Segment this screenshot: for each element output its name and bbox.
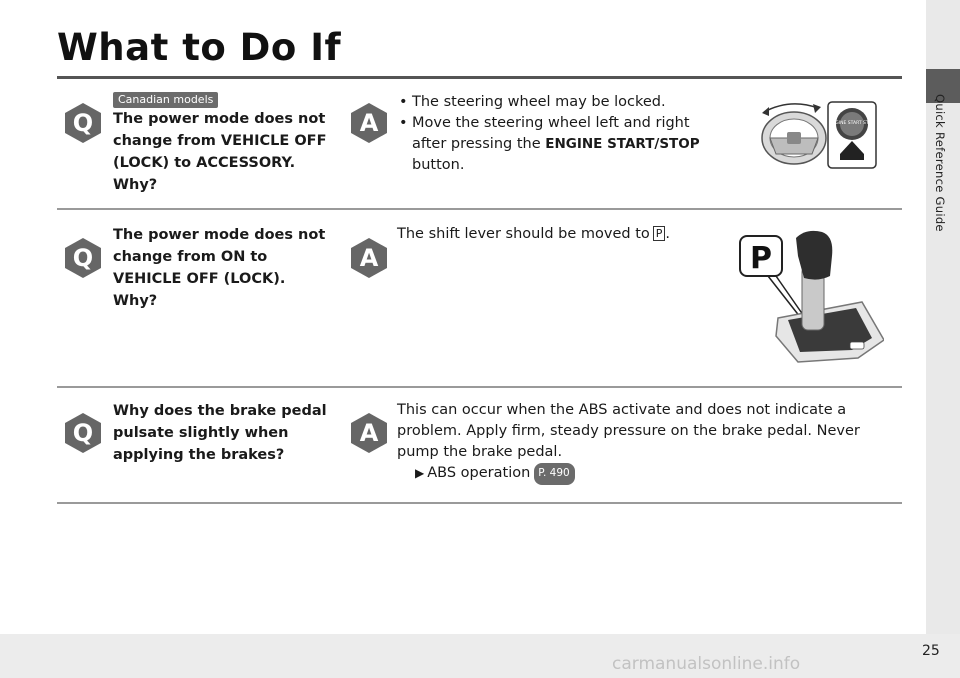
answer-icon-letter: A <box>359 419 379 447</box>
answer-2-text: The shift lever should be moved to <box>397 226 650 242</box>
answer-2: The shift lever should be moved to P . <box>397 226 671 242</box>
question-icon-letter: Q <box>72 244 94 272</box>
page-number: 25 <box>922 643 940 659</box>
shift-lever-illustration <box>738 226 884 366</box>
row-divider-2 <box>57 386 902 388</box>
question-icon <box>62 102 104 144</box>
section-label: Quick Reference Guide <box>933 94 947 232</box>
footer-strip <box>0 634 960 678</box>
answer-1-bullet-2 <box>397 113 727 176</box>
question-3-text: Why does the brake pedal pulsate slightly when applying the brakes? <box>113 403 327 463</box>
answer-icon <box>348 412 390 454</box>
page-reference-badge[interactable]: P. 490 <box>534 463 574 485</box>
answer-icon <box>348 237 390 279</box>
row-divider-1 <box>57 208 902 210</box>
reference-text: ABS operation <box>427 465 531 481</box>
page-title: What to Do If <box>57 26 342 69</box>
question-icon <box>62 237 104 279</box>
question-icon <box>62 412 104 454</box>
answer-1 <box>397 92 727 176</box>
question-icon-letter: Q <box>72 109 94 137</box>
model-badge: Canadian models <box>113 92 218 108</box>
row-divider-3 <box>57 502 902 504</box>
park-position-label: P <box>750 241 772 276</box>
engine-start-stop-label: ENGINE START/STOP <box>545 136 700 152</box>
watermark: carmanualsonline.info <box>612 654 801 674</box>
title-rule <box>57 76 902 79</box>
steering-wheel-illustration <box>754 98 878 170</box>
answer-3-text: This can occur when the ABS activate and does not indicate a problem. Apply firm, steady pressure on the brake pedal. Never pump the brake pedal. <box>397 402 860 460</box>
engine-start-stop-button-label: ENGINE START STOP <box>829 121 875 126</box>
answer-1-tail: button. <box>412 157 465 173</box>
answer-icon <box>348 102 390 144</box>
park-key: P <box>653 226 666 241</box>
reference-arrow-icon: ▶ <box>415 466 425 480</box>
question-1-text: The power mode does not change from VEHICLE OFF (LOCK) to ACCESSORY. Why? <box>113 111 327 193</box>
answer-1-bullet-2-text: Move the steering wheel left and right after pressing the <box>412 115 690 152</box>
cross-reference[interactable] <box>397 463 897 485</box>
answer-1-bullet-1: • The steering wheel may be locked. <box>397 92 727 113</box>
question-2-text: The power mode does not change from ON to VEHICLE OFF (LOCK). Why? <box>113 227 326 309</box>
question-icon-letter: Q <box>72 419 94 447</box>
answer-icon-letter: A <box>359 109 379 137</box>
answer-3 <box>397 400 897 485</box>
answer-icon-letter: A <box>359 244 379 272</box>
